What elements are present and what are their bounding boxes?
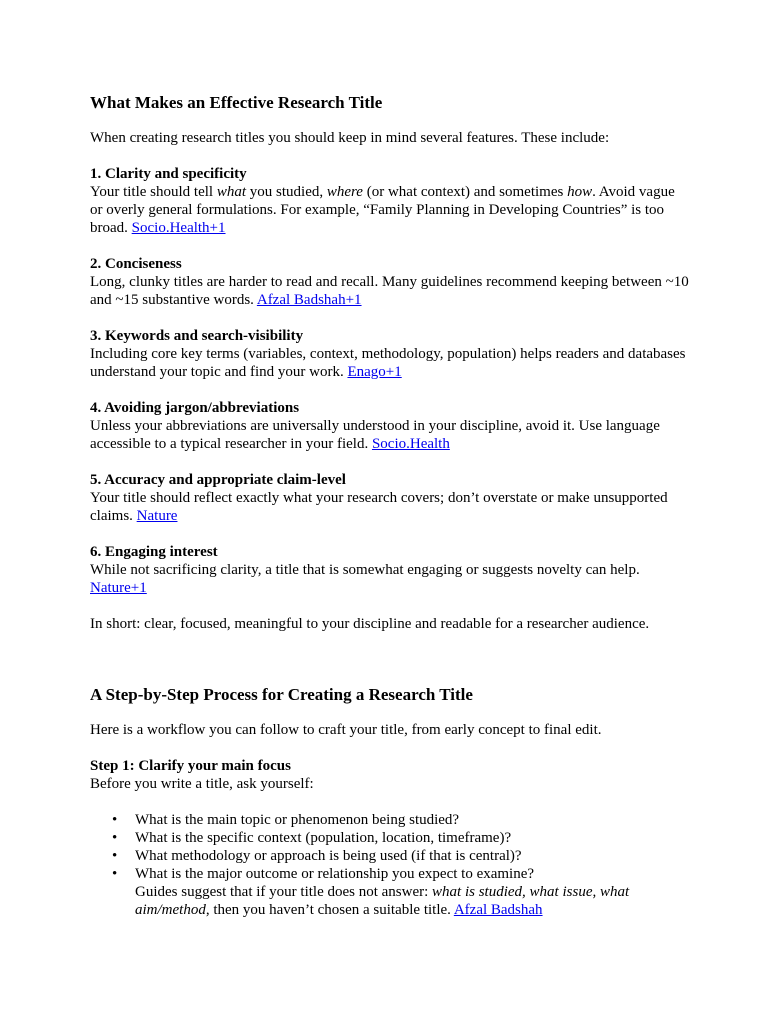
text-span: . Avoid vague or overly general formulations. For example, “Family Planning in Developing Countries” is too broad. bbox=[90, 184, 675, 236]
feature-item-conciseness bbox=[90, 255, 690, 309]
bullet-icon: • bbox=[112, 812, 118, 828]
emphasis-how: how bbox=[567, 184, 593, 200]
feature-item-engaging bbox=[90, 543, 690, 597]
text-span: Long, clunky titles are harder to read and recall. Many guidelines recommend keeping between ~10 and ~15 substantive words. bbox=[90, 274, 689, 308]
feature-heading: 2. Conciseness bbox=[90, 256, 182, 272]
section-intro: Here is a workflow you can follow to craft your title, from early concept to final edit. bbox=[90, 722, 602, 738]
feature-item-clarity bbox=[90, 165, 690, 237]
text-span: Your title should reflect exactly what your research covers; don’t overstate or make unsupported claims. bbox=[90, 490, 668, 524]
section-title-effective-title: What Makes an Effective Research Title bbox=[90, 93, 383, 112]
source-link-nature[interactable]: Nature+1 bbox=[90, 580, 147, 596]
list-item bbox=[112, 811, 690, 829]
text-span: While not sacrificing clarity, a title that is somewhat engaging or suggests novelty can help. bbox=[90, 562, 640, 578]
emphasis-guide: what is studied, what issue, what aim/method bbox=[135, 884, 630, 918]
list-item bbox=[112, 865, 690, 919]
feature-text bbox=[90, 561, 690, 597]
step-heading: Step 1: Clarify your main focus bbox=[90, 758, 291, 774]
section-intro: When creating research titles you should keep in mind several features. These include: bbox=[90, 130, 610, 146]
section-title-step-by-step: A Step-by-Step Process for Creating a Research Title bbox=[90, 685, 473, 704]
list-item-text: What is the major outcome or relationship you expect to examine? bbox=[135, 866, 535, 882]
source-link-enago[interactable]: Enago+1 bbox=[347, 364, 402, 380]
feature-text bbox=[90, 417, 690, 453]
section-summary: In short: clear, focused, meaningful to your discipline and readable for a researcher audience. bbox=[90, 616, 650, 632]
feature-text bbox=[90, 273, 690, 309]
text-span: Including core key terms (variables, context, methodology, population) helps readers and databases understand your topic and find your work. bbox=[90, 346, 686, 380]
feature-heading: 4. Avoiding jargon/abbreviations bbox=[90, 400, 300, 416]
bullet-icon: • bbox=[112, 866, 118, 882]
source-link-socio-health[interactable]: Socio.Health+1 bbox=[131, 220, 226, 236]
feature-text bbox=[90, 183, 690, 237]
feature-heading: 6. Engaging interest bbox=[90, 544, 218, 560]
feature-heading: 5. Accuracy and appropriate claim-level bbox=[90, 472, 346, 488]
list-item-text: What is the main topic or phenomenon being studied? bbox=[135, 812, 460, 828]
source-link-afzal-badshah[interactable]: Afzal Badshah bbox=[453, 902, 543, 918]
source-link-socio-health[interactable]: Socio.Health bbox=[371, 436, 450, 452]
bullet-icon: • bbox=[112, 848, 118, 864]
feature-item-jargon bbox=[90, 399, 690, 453]
feature-heading: 1. Clarity and specificity bbox=[90, 166, 247, 182]
emphasis-what: what bbox=[216, 184, 247, 200]
feature-item-accuracy bbox=[90, 471, 690, 525]
list-item bbox=[112, 829, 690, 847]
step-lead: Before you write a title, ask yourself: bbox=[90, 776, 314, 792]
feature-heading: 3. Keywords and search-visibility bbox=[90, 328, 304, 344]
list-item bbox=[112, 847, 690, 865]
feature-item-keywords bbox=[90, 327, 690, 381]
step-1-block bbox=[90, 757, 690, 919]
list-item-text: What is the specific context (population, location, timeframe)? bbox=[135, 830, 512, 846]
source-link-afzal-badshah[interactable]: Afzal Badshah+1 bbox=[256, 292, 362, 308]
feature-text bbox=[90, 489, 690, 525]
text-span: you studied, bbox=[246, 184, 327, 200]
document-page bbox=[90, 93, 690, 919]
question-list bbox=[90, 811, 690, 919]
bullet-icon: • bbox=[112, 830, 118, 846]
text-span: Your title should tell bbox=[90, 184, 217, 200]
list-item-text: What methodology or approach is being used (if that is central)? bbox=[135, 848, 522, 864]
source-link-nature[interactable]: Nature bbox=[136, 508, 178, 524]
emphasis-where: where bbox=[326, 184, 363, 200]
feature-text bbox=[90, 345, 690, 381]
text-span: Unless your abbreviations are universally understood in your discipline, avoid it. Use language accessible to a typical researcher in your field. bbox=[90, 418, 660, 452]
text-span: , then you haven’t chosen a suitable title. bbox=[205, 902, 454, 918]
text-span: (or what context) and sometimes bbox=[362, 184, 568, 200]
text-span: Guides suggest that if your title does not answer: bbox=[135, 884, 433, 900]
